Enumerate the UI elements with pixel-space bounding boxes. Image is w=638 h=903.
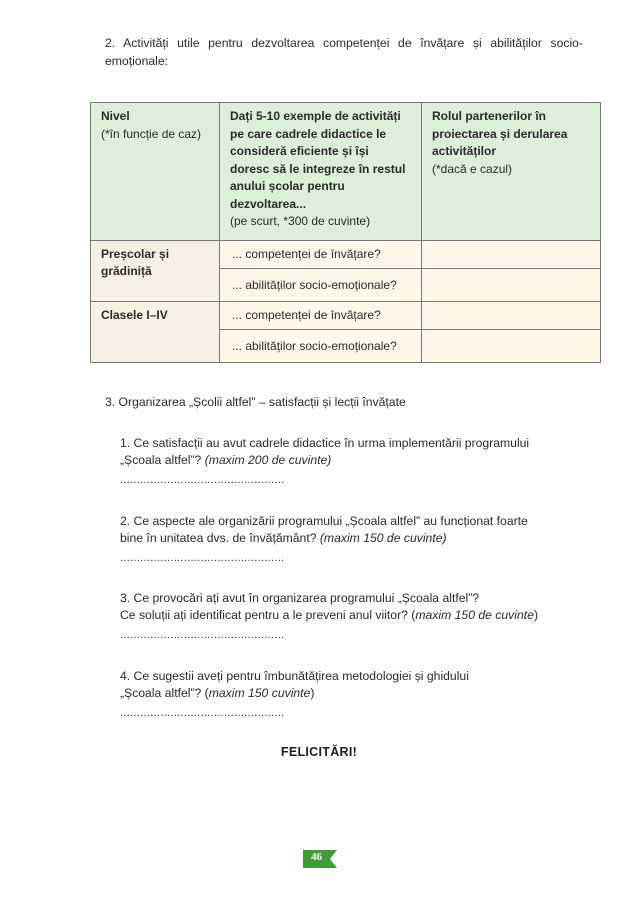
question-1-line-2 (120, 452, 580, 469)
header-partners-cell (422, 103, 601, 241)
question-3-word-limit: maxim 150 de cuvinte (415, 608, 534, 622)
question-2-line-2 (120, 530, 580, 547)
question-4-text: „Școala altfel”? ( (120, 686, 209, 700)
header-examples-note: (pe scurt, *300 de cuvinte) (230, 214, 371, 228)
question-4-answer-line[interactable]: ................................................. (120, 707, 285, 719)
header-level-cell (91, 103, 220, 241)
question-4 (120, 668, 580, 722)
question-2-line-1: 2. Ce aspecte ale organizării programului „Școala altfel” au funcționat foarte (120, 514, 528, 528)
table-row (91, 240, 601, 268)
question-3 (120, 590, 580, 644)
prescolar-socioemotional-partners-cell[interactable] (422, 268, 601, 301)
question-3-line-2 (120, 607, 580, 624)
header-level-label: Nivel (101, 109, 130, 123)
table-row (91, 301, 601, 329)
prescolar-socioemotional-cell: ... abilităților socio-emoționale? (220, 268, 422, 301)
question-3-line-1: 3. Ce provocări ați avut în organizarea programului „Școala altfel”? (120, 591, 480, 605)
question-1-answer-line[interactable]: ................................................. (120, 474, 285, 486)
question-4-tail: ) (310, 686, 315, 700)
question-2-word-limit: (maxim 150 de cuvinte) (319, 531, 447, 545)
page-number-tab (303, 850, 337, 868)
question-4-line-1: 4. Ce sugestii aveți pentru îmbunătățirea metodologiei și ghidului (120, 669, 469, 683)
primary-socioemotional-partners-cell[interactable] (422, 329, 601, 362)
header-examples-cell (220, 103, 422, 241)
header-partners-note: (*dacă e cazul) (432, 161, 513, 176)
question-2 (120, 513, 580, 567)
table-header-row (91, 103, 601, 241)
closing-congratulations: FELICITĂRI! (280, 745, 358, 759)
question-2-answer-line[interactable]: ................................................. (120, 552, 285, 564)
prescolar-learning-partners-cell[interactable] (422, 240, 601, 268)
question-1-line-1: 1. Ce satisfacții au avut cadrele didactice în urma implementării programului (120, 436, 530, 450)
question-3-tail: ) (533, 608, 538, 622)
section-2-heading: 2. Activități utile pentru dezvoltarea competenței de învățare și abilităților socio-emoționale: (105, 36, 583, 68)
page-number: 46 (311, 851, 322, 863)
question-1-text: „Școala altfel”? (120, 453, 205, 467)
section-3-heading: 3. Organizarea „Școlii altfel” – satisfacții și lecții învățate (105, 395, 406, 409)
question-3-answer-line[interactable]: ................................................. (120, 629, 285, 641)
primary-learning-partners-cell[interactable] (422, 301, 601, 329)
primary-socioemotional-cell: ... abilităților socio-emoționale? (220, 329, 422, 362)
level-cell-primary: Clasele I–IV (91, 301, 220, 362)
header-level-note: (*în funcție de caz) (101, 126, 202, 141)
header-partners-label: Rolul partenerilor în proiectarea și derularea activităților (432, 109, 568, 158)
primary-learning-cell: ... competenței de învățare? (220, 301, 422, 329)
question-2-text: bine în unitatea dvs. de învățământ? (120, 531, 320, 545)
question-3-text: Ce soluții ați identificat pentru a le preveni anul viitor? ( (120, 608, 416, 622)
question-4-word-limit: maxim 150 cuvinte (208, 686, 311, 700)
prescolar-learning-cell: ... competenței de învățare? (220, 240, 422, 268)
question-1 (120, 435, 580, 489)
header-examples-label: Dați 5-10 exemple de activități pe care cadrele didactice le consideră eficiente și își doresc să le integreze în restul anului școlar pentru dezvoltarea... (230, 109, 406, 211)
question-4-line-2 (120, 685, 580, 702)
question-1-word-limit: (maxim 200 de cuvinte) (204, 453, 332, 467)
level-cell-prescolar: Preșcolar și grădiniță (91, 240, 220, 301)
activities-table (90, 102, 601, 363)
